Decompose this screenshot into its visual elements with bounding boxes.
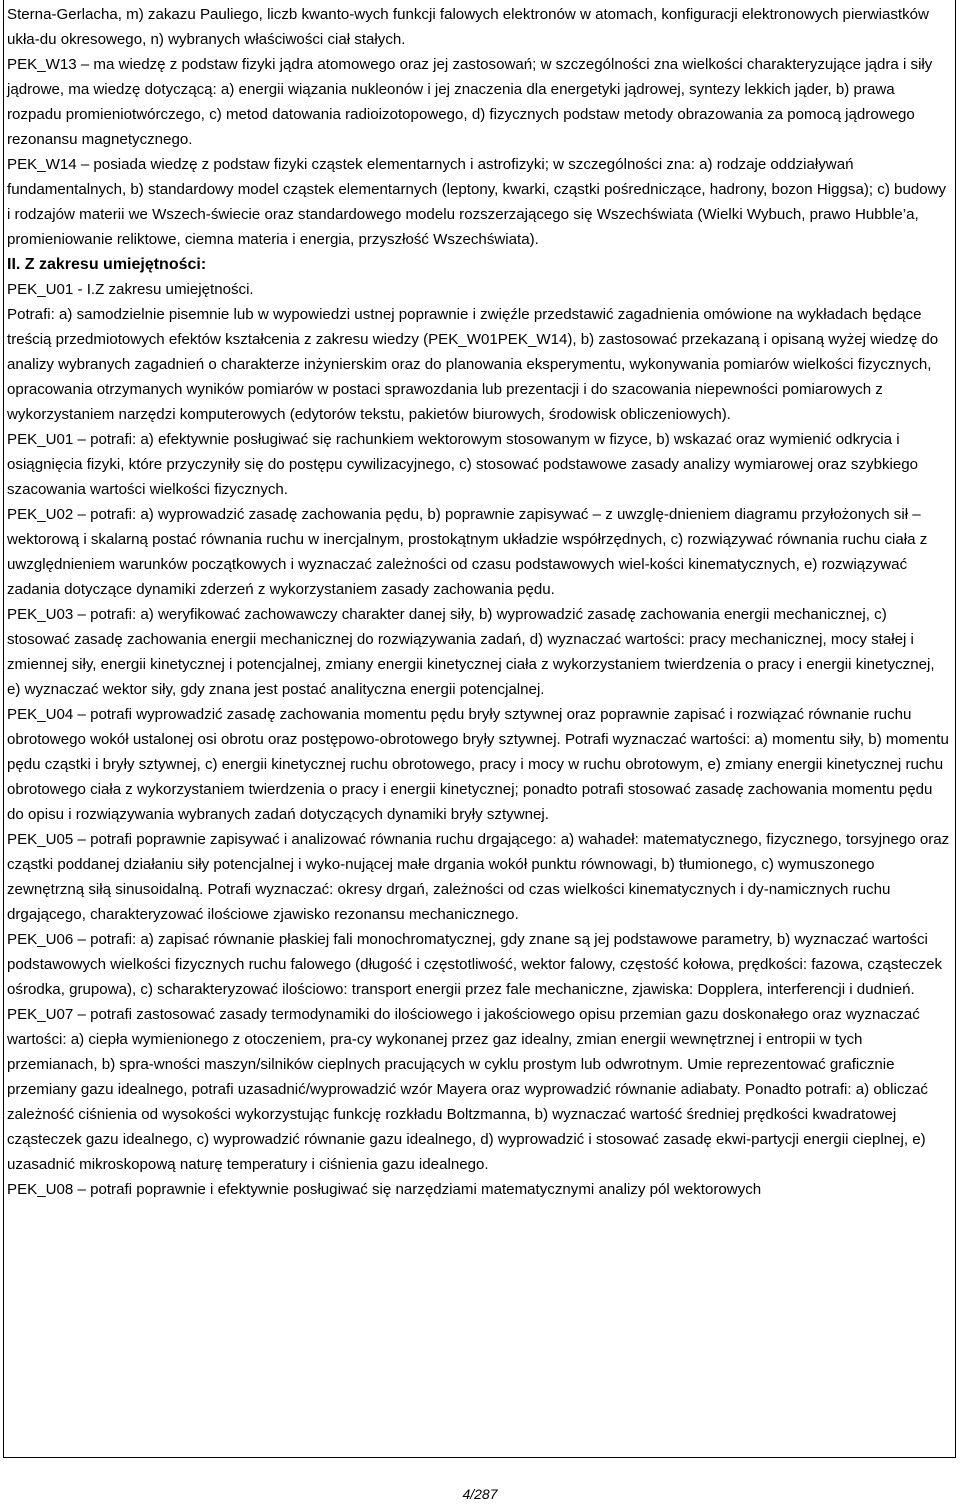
paragraph-pek-u03: PEK_U03 – potrafi: a) weryfikować zachowawczy charakter danej siły, b) wyprowadzić zasadę zachowania energii mechanicznej, c) stosować zasadę zachowania energii mechanicznej do rozwiązywania zadań, d) wyznaczać wartości: pracy mechanicznej, mocy stałej i zmiennej siły, energii kinetycznej i potencjalnej, zmiany energii kinetycznej ciała z wykorzystaniem twierdzenia o pracy i energii kinetycznej, e) wyznaczać wektor siły, gdy znana jest postać analityczna energii potencjalnej. bbox=[7, 606, 935, 698]
paragraph-pek-w13: PEK_W13 – ma wiedzę z podstaw fizyki jądra atomowego oraz jej zastosowań; w szczególności zna wielkości charakteryzujące jądra i siły jądrowe, ma wiedzę dotyczącą: a) energii wiązania nukleonów i jej znaczenia dla energetyki jądrowej, syntezy lekkich jąder, b) prawa rozpadu promieniotwórczego, c) metod datowania radioizotopowego, d) fizycznych podstaw metody obrazowania za pomocą jądrowego rezonansu magnetycznego. bbox=[7, 56, 933, 148]
paragraph-pek-u01-heading: PEK_U01 - I.Z zakresu umiejętności. bbox=[7, 281, 254, 298]
paragraph-pek-u07: PEK_U07 – potrafi zastosować zasady termodynamiki do ilościowego i jakościowego opisu przemian gazu doskonałego oraz wyznaczać wartości: a) ciepła wymienionego z otoczeniem, pra-cy wykonanej przez gaz idealny, zmian energii wewnętrznej i entropii w tych przemianach, b) spra-wności maszyn/silników cieplnych pracujących w cyklu prostym lub odwrotnym. Umie reprezentować graficznie przemiany gazu idealnego, potrafi uzasadnić/wyprowadzić wzór Mayera oraz wyprowadzić równanie adiabaty. Ponadto potrafi: a) obliczać zależność ciśnienia od wysokości wykorzystując funkcję rozkładu Boltzmanna, b) wyznaczać wartość średniej prędkości kwadratowej cząsteczek gazu idealnego, c) wyprowadzić równanie gazu idealnego, d) wyprowadzić i stosować zasadę ekwi-partycji energii cieplnej, e) uzasadnić mikroskopową naturę temperatury i ciśnienia gazu idealnego. bbox=[7, 1006, 928, 1173]
paragraph-pek-u04: PEK_U04 – potrafi wyprowadzić zasadę zachowania momentu pędu bryły sztywnej oraz poprawnie zapisać i rozwiązać równanie ruchu obrotowego wokół ustalonej osi obrotu oraz postępowo-obrotowego bryły sztywnej. Potrafi wyznaczać wartości: a) momentu siły, b) momentu pędu cząstki i bryły sztywnej, c) energii kinetycznej ruchu obrotowego, pracy i mocy w ruchu obrotowym, e) zmiany energii kinetycznej ruchu obrotowego ciała z wykorzystaniem twierdzenia o pracy i energii kinetycznej; ponadto potrafi stosować zasadę zachowania momentu pędu do opisu i rozwiązywania wybranych zadań dotyczących dynamiki bryły sztywnej. bbox=[7, 706, 949, 823]
paragraph-continuation: Sterna-Gerlacha, m) zakazu Pauliego, liczb kwanto-wych funkcji falowych elektronów w atomach, konfiguracji elektronowych pierwiastków ukła-du okresowego, n) wybranych właściwości ciał stałych. bbox=[7, 6, 929, 48]
paragraph-skills-general: Potrafi: a) samodzielnie pisemnie lub w wypowiedzi ustnej poprawnie i zwięźle przedstawić zagadnienia omówione na wykładach będące treścią przedmiotowych efektów kształcenia z zakresu wiedzy (PEK_W01PEK_W14), b) zastosować przekazaną i opisaną wyżej wiedzę do analizy wybranych zagadnień o charakterze inżynierskim oraz do planowania eksperymentu, wykonywania pomiarów wielkości fizycznych, opracowania otrzymanych wyników pomiarów w postaci sprawozdania lub prezentacji i do szacowania niepewności pomiarowych z wykorzystaniem narzędzi komputerowych (edytorów tekstu, pakietów biurowych, środowisk obliczeniowych). bbox=[7, 306, 939, 423]
paragraph-pek-w14: PEK_W14 – posiada wiedzę z podstaw fizyki cząstek elementarnych i astrofizyki; w szczególności zna: a) rodzaje oddziaływań fundamentalnych, b) standardowy model cząstek elementarnych (leptony, kwarki, cząstki pośredniczące, hadrony, bozon Higgsa); c) budowy i rodzajów materii we Wszech-świecie oraz standardowego modelu rozszerzającego się Wszechświata (Wielki Wybuch, prawo Hubble’a, promieniowanie reliktowe, ciemna materia i energia, przyszłość Wszechświata). bbox=[7, 156, 947, 248]
paragraph-pek-u05: PEK_U05 – potrafi poprawnie zapisywać i analizować równania ruchu drgającego: a) wahadeł: matematycznego, fizycznego, torsyjnego oraz cząstki poddanej działaniu siły potencjalnej i wyko-nującej małe drgania wokół punktu równowagi, b) tłumionego, c) wymuszonego zewnętrzną siłą sinusoidalną. Potrafi wyznaczać: okresy drgań, zależności od czas wielkości kinematycznych i dy-namicznych ruchu drgającego, charakteryzować ilościowe zjawisko rezonansu mechanicznego. bbox=[7, 831, 950, 923]
page-number: 4/287 bbox=[462, 1486, 498, 1502]
section-heading-skills: II. Z zakresu umiejętności: bbox=[7, 256, 207, 273]
paragraph-pek-u08: PEK_U08 – potrafi poprawnie i efektywnie posługiwać się narzędziami matematycznymi analizy pól wektorowych bbox=[7, 1181, 762, 1198]
document-body bbox=[7, 2, 951, 1202]
paragraph-pek-u01: PEK_U01 – potrafi: a) efektywnie posługiwać się rachunkiem wektorowym stosowanym w fizyce, b) wskazać oraz wymienić odkrycia i osiągnięcia fizyki, które przyczyniły się do postępu cywilizacyjnego, c) stosować podstawowe zasady analizy wymiarowej oraz szybkiego szacowania wartości wielkości fizycznych. bbox=[7, 431, 919, 498]
paragraph-pek-u02: PEK_U02 – potrafi: a) wyprowadzić zasadę zachowania pędu, b) poprawnie zapisywać – z uwzglę-dnieniem diagramu przyłożonych sił – wektorową i skalarną postać równania ruchu w inercjalnym, prostokątnym układzie współrzędnych, c) rozwiązywać równania ruchu ciała z uwzględnieniem warunków początkowych i wyznaczać zależności od czasu podstawowych wiel-kości kinematycznych, e) rozwiązywać zadania dotyczące dynamiki zderzeń z wykorzystaniem zasady zachowania pędu. bbox=[7, 506, 928, 598]
paragraph-pek-u06: PEK_U06 – potrafi: a) zapisać równanie płaskiej fali monochromatycznej, gdy znane są jej podstawowe parametry, b) wyznaczać wartości podstawowych wielkości fizycznych ruchu falowego (długość i częstotliwość, wektor falowy, częstość kołowa, prędkości: fazowa, cząsteczek ośrodka, grupowa), c) scharakteryzować ilościowo: transport energii przez fale mechaniczne, zjawiska: Dopplera, interferencji i dudnień. bbox=[7, 931, 943, 998]
